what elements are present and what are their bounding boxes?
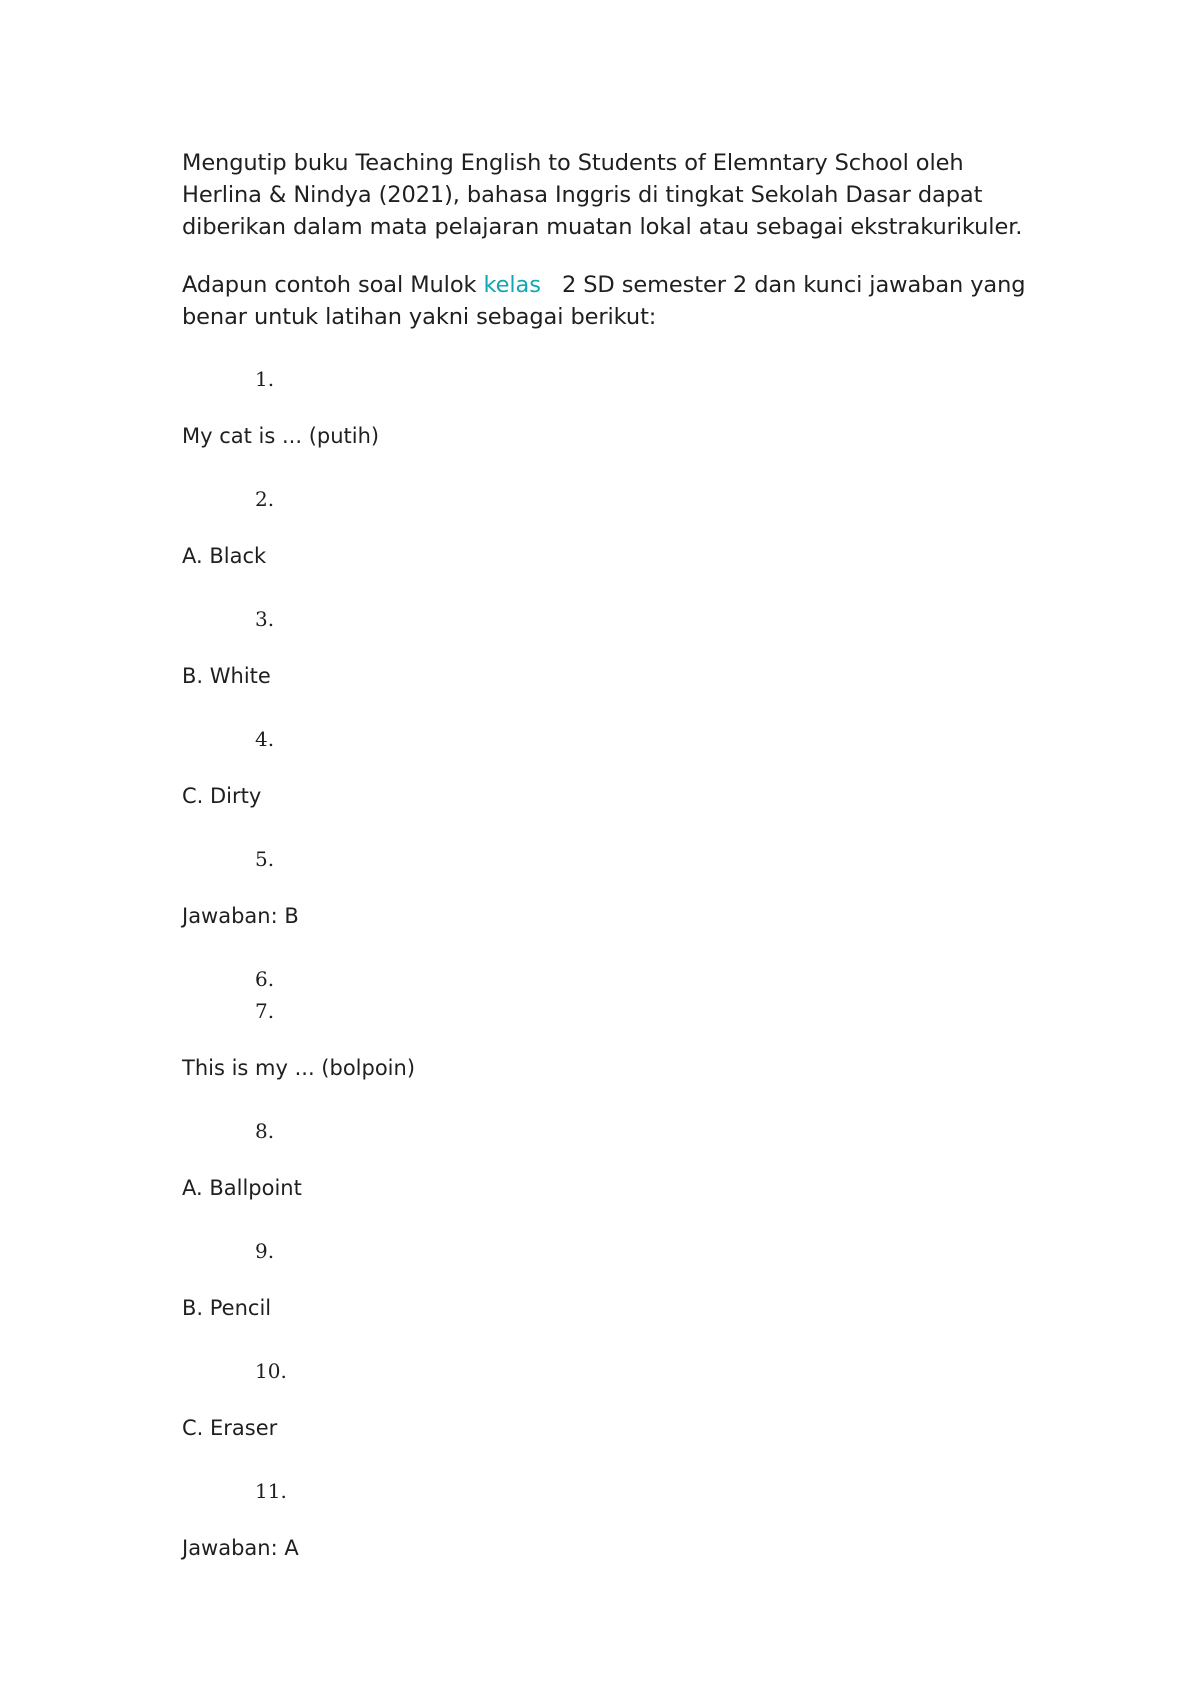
list-number: 5. [255, 847, 275, 871]
option-c: C. Eraser [182, 1416, 278, 1440]
option-a: A. Black [182, 544, 267, 568]
kelas-link[interactable]: kelas [483, 272, 541, 298]
option-c: C. Dirty [182, 784, 262, 808]
instruction-paragraph [182, 269, 1042, 333]
list-number: 2. [255, 487, 275, 511]
list-number: 4. [255, 727, 275, 751]
option-b: B. White [182, 664, 271, 688]
question-2-text: This is my ... (bolpoin) [182, 1056, 416, 1080]
option-a: A. Ballpoint [182, 1176, 302, 1200]
list-number: 11. [255, 1479, 287, 1503]
instruction-text-end: 2 SD semester 2 dan kunci jawaban yang benar untuk latihan yakni sebagai berikut: [182, 272, 1033, 330]
list-number: 6. [255, 967, 275, 991]
instruction-text-start: Adapun contoh soal Mulok [182, 272, 484, 298]
answer-2: Jawaban: A [182, 1536, 299, 1560]
list-number: 10. [255, 1359, 287, 1383]
answer-1: Jawaban: B [182, 904, 299, 928]
list-number: 9. [255, 1239, 275, 1263]
list-number: 7. [255, 999, 275, 1023]
list-number: 1. [255, 367, 275, 391]
list-number: 3. [255, 607, 275, 631]
list-number: 8. [255, 1119, 275, 1143]
intro-paragraph: Mengutip buku Teaching English to Students of Elemntary School oleh Herlina & Nindya (2021), bahasa Inggris di tingkat Sekolah Dasar dapat diberikan dalam mata pelajaran muatan lokal atau sebagai ekstrakurikuler. [182, 150, 1023, 240]
option-b: B. Pencil [182, 1296, 272, 1320]
question-1-text: My cat is ... (putih) [182, 424, 380, 448]
